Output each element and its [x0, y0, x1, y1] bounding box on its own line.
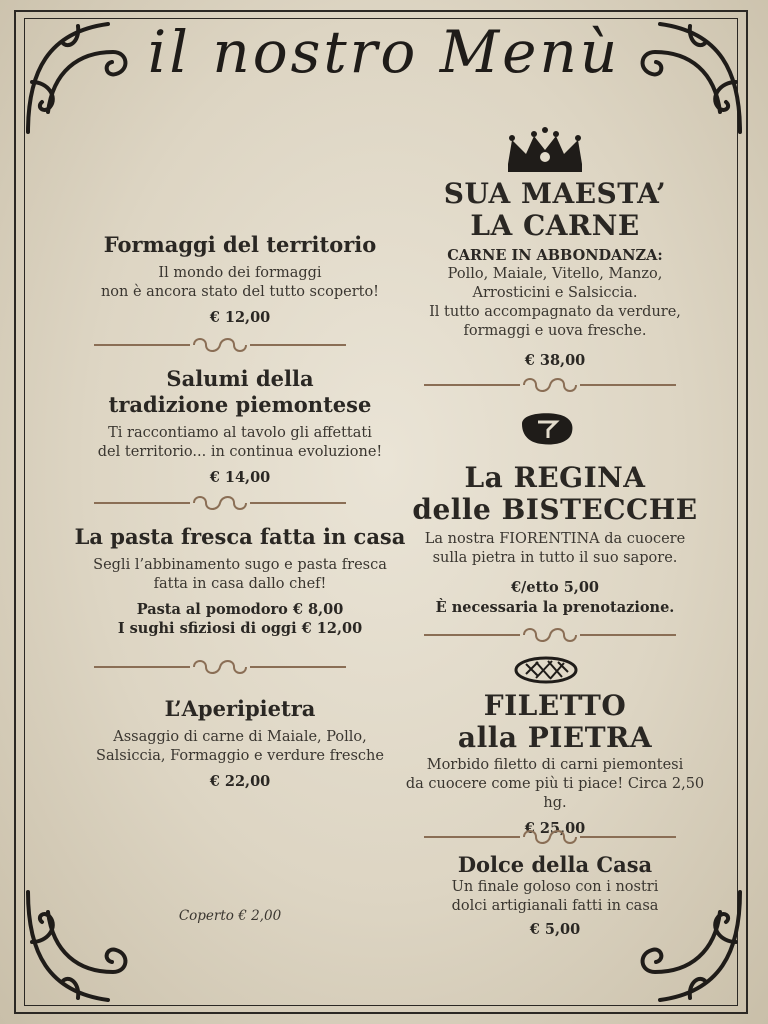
ornament-divider	[94, 334, 346, 356]
cover-charge: Coperto € 2,00	[178, 908, 282, 924]
menu-item-sua-maesta	[400, 178, 710, 371]
crown-icon	[504, 126, 586, 174]
item-desc: Ti raccontiamo al tavolo gli affettati del territorio... in continua evoluzione!	[97, 425, 383, 460]
ornament-divider	[424, 826, 676, 848]
item-subtitle: CARNE IN ABBONDANZA:	[447, 247, 663, 264]
menu-item-aperipietra	[60, 696, 420, 792]
menu-item-pasta	[50, 524, 430, 638]
item-price: €/etto 5,00	[510, 579, 600, 596]
item-name: SUA MAESTA’ LA CARNE	[443, 177, 667, 242]
ornament-divider	[424, 374, 676, 396]
item-desc: Un finale goloso con i nostri dolci artigianali fatti in casa	[451, 879, 659, 914]
item-name: Salumi della tradizione piemontese	[108, 366, 372, 417]
item-name: Formaggi del territorio	[103, 232, 377, 257]
menu-item-salumi	[60, 366, 420, 488]
steak-icon	[516, 410, 576, 448]
item-price: € 25,00	[524, 820, 586, 837]
item-price: € 5,00	[529, 921, 581, 938]
item-desc: Pollo, Maiale, Vitello, Manzo, Arrosticini e Salsiccia. Il tutto accompagnato da verdure, formaggi e uova fresche.	[429, 266, 681, 339]
corner-flourish-bottom-left	[18, 882, 148, 1012]
menu-title: il nostro Menù	[147, 18, 621, 86]
fillet-icon	[512, 654, 580, 686]
item-name: L’Aperipietra	[164, 696, 316, 721]
item-name: FILETTO alla PIETRA	[457, 689, 653, 754]
item-name: Dolce della Casa	[457, 852, 653, 877]
ornament-divider	[424, 624, 676, 646]
item-price: € 22,00	[209, 773, 271, 790]
ornament-divider	[94, 492, 346, 514]
item-name: La REGINA delle BISTECCHE	[412, 461, 698, 526]
item-desc: Morbido filetto di carni piemontesi da cuocere come più ti piace! Circa 2,50 hg.	[405, 757, 705, 811]
item-price: € 38,00	[524, 352, 586, 369]
item-desc: Assaggio di carne di Maiale, Pollo, Salsiccia, Formaggio e verdure fresche	[96, 729, 384, 764]
ornament-divider	[94, 656, 346, 678]
item-price: € 14,00	[209, 469, 271, 486]
menu-item-regina-bistecche	[395, 462, 715, 617]
item-price: € 12,00	[209, 309, 271, 326]
item-name: La pasta fresca fatta in casa	[74, 524, 406, 549]
menu-item-formaggi	[60, 232, 420, 328]
menu-item-dolce	[400, 852, 710, 940]
item-options: Pasta al pomodoro € 8,00 I sughi sfiziosi di oggi € 12,00	[117, 601, 363, 637]
reservation-note: È necessaria la prenotazione.	[435, 599, 675, 616]
item-desc: La nostra FIORENTINA da cuocere sulla pietra in tutto il suo sapore.	[424, 531, 686, 566]
menu-item-filetto	[395, 690, 715, 839]
item-desc: Segli l’abbinamento sugo e pasta fresca fatta in casa dallo chef!	[93, 557, 387, 592]
item-desc: Il mondo dei formaggi non è ancora stato del tutto scoperto!	[100, 265, 380, 300]
